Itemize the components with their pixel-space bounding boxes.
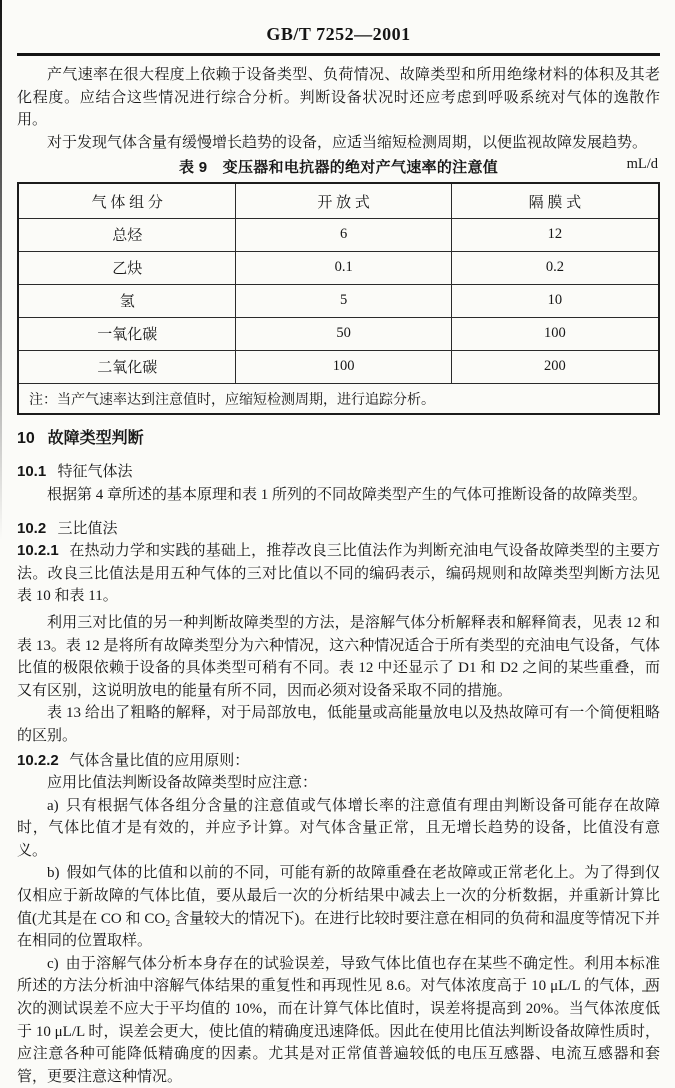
gas-name-cell: 氢 <box>18 284 236 317</box>
item-label: b) <box>47 865 60 882</box>
table9-unit: mL/d <box>626 156 658 173</box>
table9-col-membrane-type: 隔 膜 式 <box>451 183 659 218</box>
table-row <box>18 317 659 350</box>
table9-col-open-type: 开 放 式 <box>236 183 451 218</box>
table9-note-row <box>18 383 659 414</box>
list-item-a <box>17 795 660 863</box>
table9-caption: 表 9 变压器和电抗器的绝对产气速率的注意值 <box>178 159 499 177</box>
clause-title: 特征气体法 <box>57 464 133 481</box>
item-text: 由于溶解气体分析本身存在的试验误差，导致气体比值也存在某些不确定性。利用本标准所述的方法分析油中溶解气体结果的重复性和再现性见 8.6。对气体浓度高于 10 μL/L 的气体，两次的测试误差不应大于平均值的 10%，而在计算气体比值时，误差将提高到 20%。当气体浓度低于 10 μL/L 时，误差会更大，使比值的精确度迅速降低。因此在使用比值法判断设备故障性质时，应注意各种可能降低精确度的因素。尤其是对正常值普遍较低的电压互感器、电流互感器和套管，更要注意这种情况。 <box>17 955 660 1085</box>
clause-text: 在热动力学和实践的基础上，推荐改良三比值法作为判断充油电气设备故障类型的主要方法。改良三比值法是用五种气体的三对比值以不同的编码表示，编码规则和故障类型判断方法见表 10 和表 11。 <box>17 543 660 605</box>
clause-10-2-1-paragraph <box>17 540 660 608</box>
standard-code: GB/T 7252—2001 <box>266 24 411 44</box>
header-rule <box>17 53 660 56</box>
table9-col-gas-component: 气 体 组 分 <box>18 183 236 218</box>
open-value-cell: 0.1 <box>236 251 451 284</box>
gas-name-cell: 乙炔 <box>18 251 236 284</box>
clause-number: 10.2.2 <box>17 751 59 769</box>
item-label: a) <box>47 797 59 814</box>
open-value-cell: 6 <box>236 218 451 251</box>
section-10-1-heading <box>17 461 660 484</box>
clause-number: 10.1 <box>17 463 47 481</box>
gas-name-cell: 一氧化碳 <box>18 317 236 350</box>
open-value-cell: 50 <box>236 317 451 350</box>
intro-paragraph-2: 对于发现气体含量有缓慢增长趋势的设备，应适当缩短检测周期，以便监视故障发展趋势。 <box>47 134 648 151</box>
list-item-b <box>17 862 660 952</box>
paragraph-interpret-1: 利用三对比值的另一种判断故障类型的方法，是溶解气体分析解释表和解释简表，见表 12 和表 13。表 12 是将所有故障类型分为六种情况，这六种情况适合于所有类型的充油电气设备，气体比值的极限依赖于设备的具体类型可稍有不同。表 12 中还显示了 D1 和 D2 之间的某些重叠，而又有区别，这说明放电的能量有所不同，因而必须对设备采取不同的措施。 <box>17 614 660 699</box>
open-value-cell: 5 <box>236 284 451 317</box>
table9-header-row <box>18 183 659 218</box>
paragraph-interpret-2: 表 13 给出了粗略的解释，对于局部放电，低能量或高能量放电以及热故障可有一个简便粗略的区别。 <box>17 705 660 744</box>
membrane-value-cell: 10 <box>451 284 659 317</box>
membrane-value-cell: 12 <box>451 218 659 251</box>
section-title: 故障类型判断 <box>47 430 144 448</box>
table-row <box>18 284 659 317</box>
intro-paragraph-1: 产气速率在很大程度上依赖于设备类型、负荷情况、故障类型和所用绝缘材料的体积及其老化程度。应结合这些情况进行综合分析。判断设备状况时还应考虑到呼吸系统对气体的逸散作用。 <box>17 67 660 129</box>
item-text: 只有根据气体各组分含量的注意值或气体增长率的注意值有理由判断设备可能存在故障时，气体比值才是有效的，并应予计算。对气体含量正常，且无增长趋势的设备，比值没有意义。 <box>17 797 660 859</box>
clause-number: 10.2 <box>17 519 47 537</box>
table-row <box>18 218 659 251</box>
item-label: c) <box>47 955 59 972</box>
table9-note: 注：当产气速率达到注意值时，应缩短检测周期，进行追踪分析。 <box>18 383 659 414</box>
clause-title: 气体含量比值的应用原则： <box>69 752 250 769</box>
clause-title: 三比值法 <box>57 520 118 537</box>
membrane-value-cell: 0.2 <box>451 251 659 284</box>
section-number: 10 <box>17 430 35 448</box>
membrane-value-cell: 200 <box>451 350 659 383</box>
paragraph-apply: 应用比值法判断设备故障类型时应注意： <box>47 775 318 792</box>
section-10-heading <box>17 428 660 450</box>
table9-caption-row <box>17 156 660 178</box>
membrane-value-cell: 100 <box>451 317 659 350</box>
list-item-c <box>17 953 660 1088</box>
gas-name-cell: 二氧化碳 <box>18 350 236 383</box>
clause-number: 10.2.1 <box>17 542 59 560</box>
table9 <box>17 182 660 415</box>
paragraph-10-1: 根据第 4 章所述的基本原理和表 1 所列的不同故障类型产生的气体可推断设备的故障类型。 <box>47 486 648 503</box>
table-row <box>18 251 659 284</box>
clause-10-2-2-heading <box>17 750 660 773</box>
open-value-cell: 100 <box>236 350 451 383</box>
section-10-2-heading <box>17 518 660 541</box>
item-text: 假如气体的比值和以前的不同，可能有新的故障重叠在老故障或正常老化上。为了得到仅仅相应于新故障的气体比值，要从最后一次的分析结果中减去上一次的分析数据，并重新计算比值(尤其是在 CO 和 CO₂ 含量较大的情况下)。在进行比较时要注意在相同的负荷和温度等情况下并在相同的位置取样。 <box>17 865 660 950</box>
gas-name-cell: 总烃 <box>18 218 236 251</box>
table-row <box>18 350 659 383</box>
